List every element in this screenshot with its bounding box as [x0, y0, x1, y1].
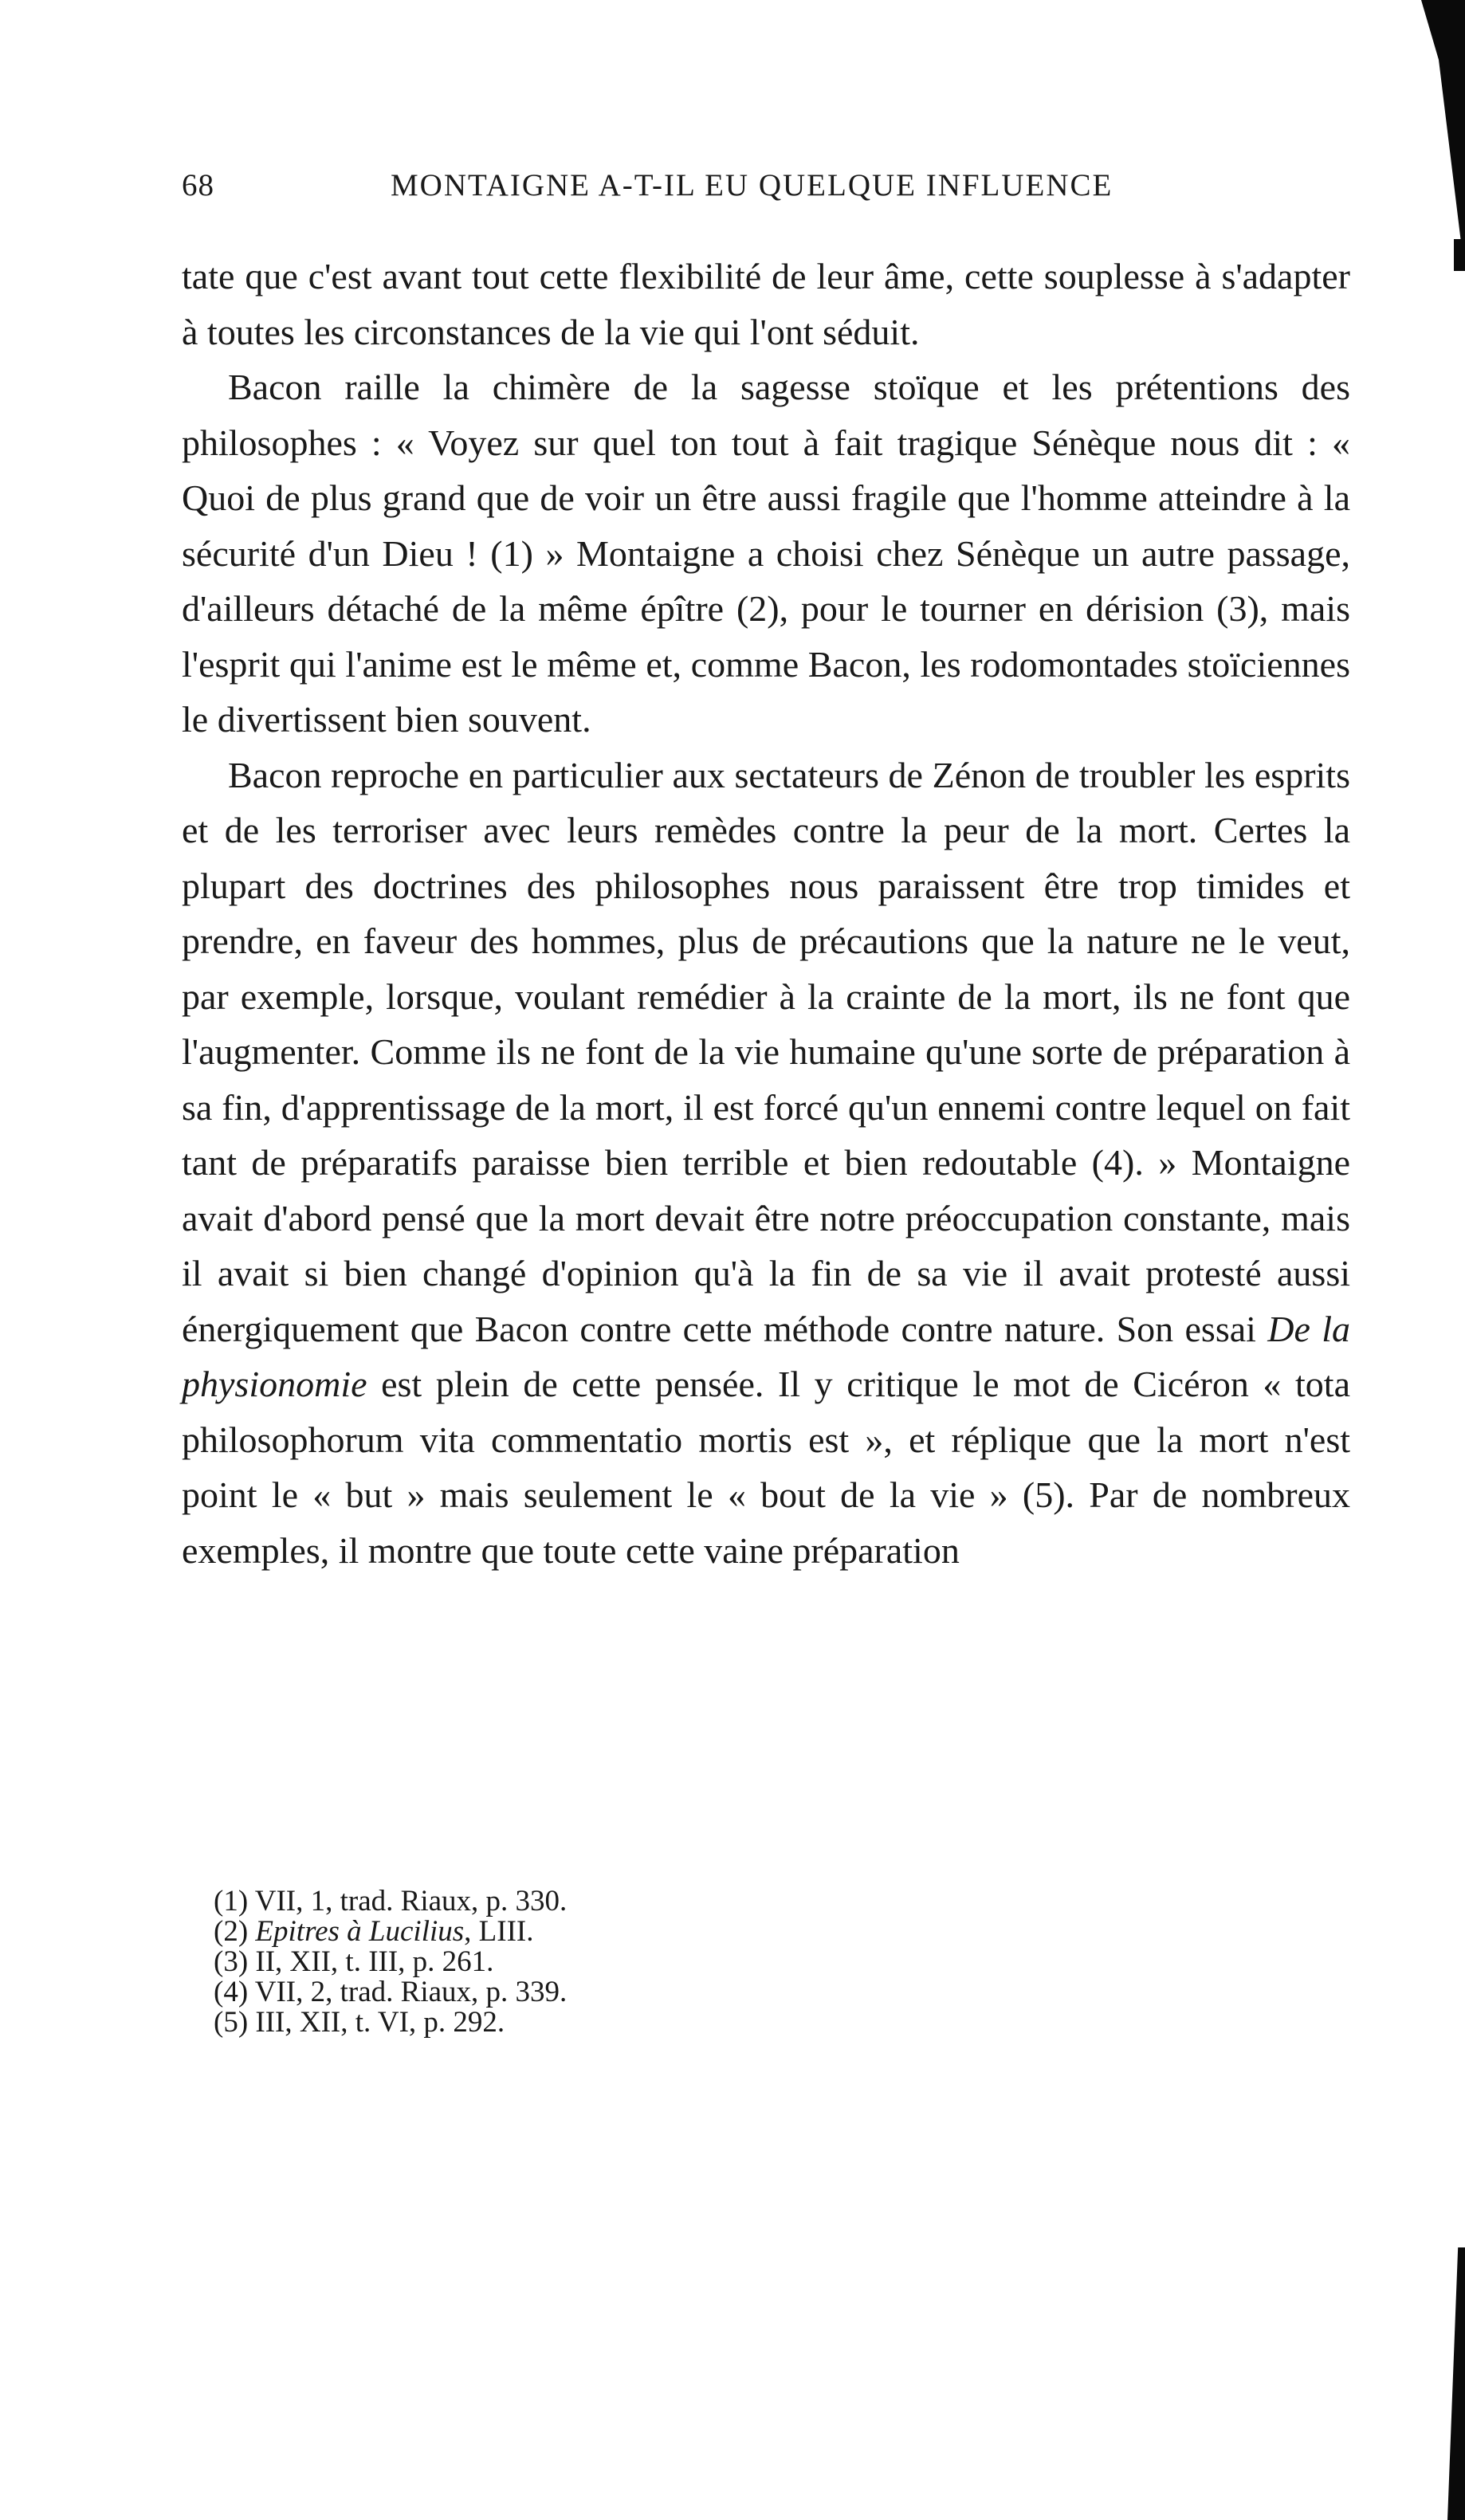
running-title: MONTAIGNE A-T-IL EU QUELQUE INFLUENCE — [391, 168, 1113, 202]
footnote-text: VII, 1, trad. Riaux, p. 330. — [254, 1885, 568, 1917]
footnote-number: (5) — [214, 2006, 249, 2039]
page-number: 68 — [182, 168, 214, 202]
footnote — [214, 1886, 1170, 1917]
page-edge-shadow — [1421, 0, 1465, 239]
essay-title: De la physionomie — [182, 1308, 1350, 1404]
footnote-text: VII, 2, trad. Riaux, p. 339. — [254, 1976, 568, 2008]
footnote — [214, 2008, 1170, 2038]
footnote-text: II, XII, t. III, p. 261. — [255, 1945, 494, 1978]
footnote-title: Epitres à Lucilius — [255, 1915, 465, 1948]
footnote — [214, 1917, 1170, 1947]
page-edge-shadow — [1454, 239, 1465, 271]
footnote — [214, 1947, 1170, 1977]
footnote-text: , LIII. — [464, 1915, 534, 1948]
footnote — [214, 1977, 1170, 2008]
footnote-number: (2) — [214, 1915, 249, 1948]
footnote-number: (4) — [214, 1976, 249, 2008]
running-head — [182, 167, 1350, 215]
body-text — [182, 249, 1350, 1578]
paragraph: Bacon reproche en particulier aux sectateurs de Zénon de troubler les esprits et de les terroriser avec leurs remèdes contre la peur de la mort. Certes la plupart des doctrines des philosophes nous paraissent être trop timides et prendre, en faveur des hommes, plus de précautions que la nature ne le veut, par exemple, lorsque, voulant remédier à la crainte de la mort, ils ne font que l'augmenter. Comme ils ne font de la vie humaine qu'une sorte de préparation à sa fin, d'apprentissage de la mort, il est forcé qu'un ennemi contre lequel on fait tant de préparatifs paraisse bien terrible et bien redoutable (4). » Montaigne avait d'abord pensé que la mort devait être notre préoccupation constante, mais il avait si bien changé d'opinion qu'à la fin de sa vie il avait protesté aussi énergiquement que Bacon contre cette méthode contre nature. Son essai De la physionomie est plein de cette pensée. Il y critique le mot de Cicéron « tota philosophorum vita commentatio mortis est », et réplique que la mort n'est point le « but » mais seulement le « bout de la vie » (5). Par de nombreux exemples, il montre que toute cette vaine préparation — [182, 754, 1350, 1571]
paragraph: tate que c'est avant tout cette flexibilité de leur âme, cette souplesse à s'adapter à toutes les circonstances de la vie qui l'ont séduit. — [182, 256, 1350, 352]
footnote-number: (1) — [214, 1885, 249, 1917]
paragraph: Bacon raille la chimère de la sagesse stoïque et les prétentions des philosophes : « Voyez sur quel ton tout à fait tragique Sénèque nous dit : « Quoi de plus grand que de voir un être aussi fragile que l'homme atteindre à la sécurité d'un Dieu ! (1) » Montaigne a choisi chez Sénèque un autre passage, d'ailleurs détaché de la même épître (2), pour le tourner en dérision (3), mais l'esprit qui l'anime est le même et, comme Bacon, les rodomontades stoïciennes le divertissent bien souvent. — [182, 367, 1350, 740]
page-edge-shadow — [1447, 2247, 1465, 2520]
footnotes — [214, 1886, 1170, 2038]
footnote-text: III, XII, t. VI, p. 292. — [255, 2006, 505, 2039]
footnote-number: (3) — [214, 1945, 249, 1978]
